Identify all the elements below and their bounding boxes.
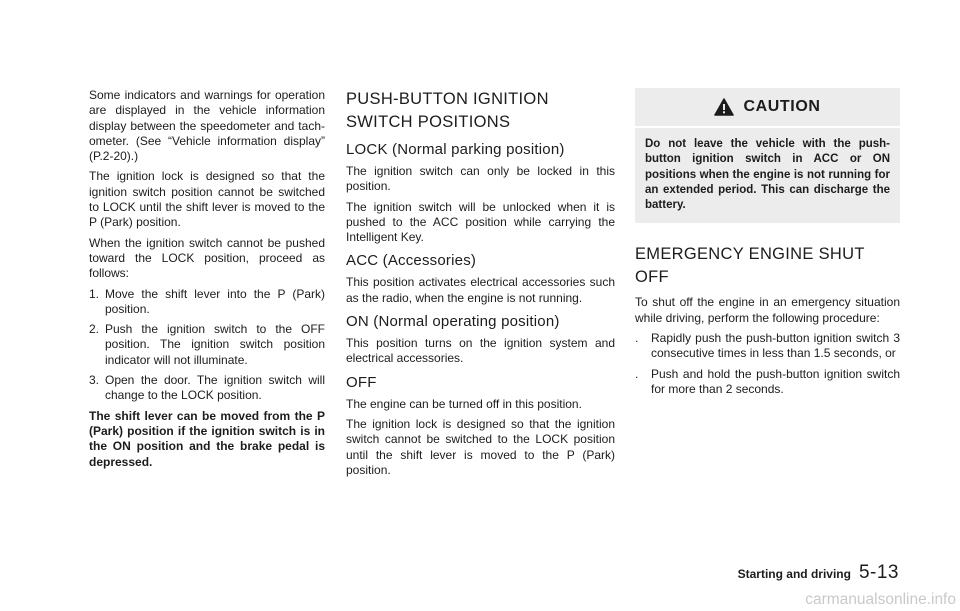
step-text: Open the door. The ignition switch will change to the LOCK position. [105, 373, 325, 403]
list-item [89, 322, 325, 368]
page-number: 5-13 [858, 562, 899, 583]
paragraph-ignition-lock: The ignition lock is designed so that the ignition switch position cannot be switched to LOCK until the shift lever is moved to the P (Park) position. [89, 169, 325, 230]
step-text: Move the shift lever into the P (Park) position. [105, 286, 325, 316]
step-text: Push the ignition switch to the OFF position. The ignition switch position indicator will not illuminate. [105, 322, 325, 367]
column-left [89, 88, 325, 475]
on-paragraph: This position turns on the ignition system and electrical accessories. [346, 336, 615, 366]
warning-triangle-icon [714, 98, 734, 116]
procedure-steps [89, 287, 325, 404]
column-right [635, 88, 900, 402]
bullet-mark: . [635, 366, 639, 381]
list-item [635, 331, 900, 362]
off-heading: OFF [346, 373, 377, 391]
emergency-steps [635, 331, 900, 397]
emergency-heading: EMERGENCY ENGINE SHUT OFF [635, 245, 865, 287]
step-number: 3. [89, 373, 100, 388]
column-middle [346, 88, 615, 483]
lock-paragraph-1: The ignition switch can only be locked in this position. [346, 164, 615, 194]
emergency-intro: To shut off the engine in an emergency situation while driving, perform the following procedure: [635, 295, 900, 325]
lock-heading: LOCK (Normal parking position) [346, 141, 565, 158]
acc-heading: ACC (Accessories) [346, 252, 477, 270]
list-item [89, 373, 325, 404]
on-heading: ON (Normal operating position) [346, 313, 560, 331]
off-paragraph-2: The ignition lock is designed so that the ignition switch cannot be switched to the LOCK position until the shift lever is moved to the P (Park) position. [346, 416, 615, 477]
list-item [635, 367, 900, 398]
lock-paragraph-2: The ignition switch will be unlocked when it is pushed to the ACC position while carrying the Intelligent Key. [346, 199, 615, 245]
shift-lever-note: The shift lever can be moved from the P (Park) position if the ignition switch is in the ON position and the brake pedal is depressed. [89, 408, 325, 469]
step-number: 2. [89, 322, 100, 337]
paragraph-indicators: Some indicators and warnings for operation are displayed in the vehicle information display between the speedometer and tachometer. (See “Vehicle information display” (P.2-20).) [89, 88, 325, 164]
bullet-text: Rapidly push the push-button ignition switch 3 consecutive times in less than 1.5 seconds, or [651, 331, 900, 361]
bullet-mark: . [635, 331, 639, 346]
bullet-text: Push and hold the push-button ignition switch for more than 2 seconds. [651, 366, 900, 396]
caution-text: Do not leave the vehicle with the push-button ignition switch in ACC or ON positions when the engine is not running for an extended period. This can discharge the battery. [645, 138, 890, 212]
list-item [89, 287, 325, 318]
section-title: PUSH-BUTTON IGNITION SWITCH POSITIONS [346, 90, 549, 131]
acc-paragraph: This position activates electrical accessories such as the radio, when the engine is not running. [346, 275, 615, 305]
page-footer [738, 562, 899, 584]
off-paragraph-1: The engine can be turned off in this position. [346, 396, 582, 411]
paragraph-procedure-intro: When the ignition switch cannot be pushed toward the LOCK position, proceed as follows: [89, 235, 325, 281]
caution-header [635, 88, 900, 128]
caution-title: CAUTION [743, 98, 821, 115]
step-number: 1. [89, 286, 100, 301]
watermark: carmanualsonline.info [805, 591, 956, 608]
footer-section-title: Starting and driving [737, 567, 851, 581]
caution-box [635, 88, 900, 223]
